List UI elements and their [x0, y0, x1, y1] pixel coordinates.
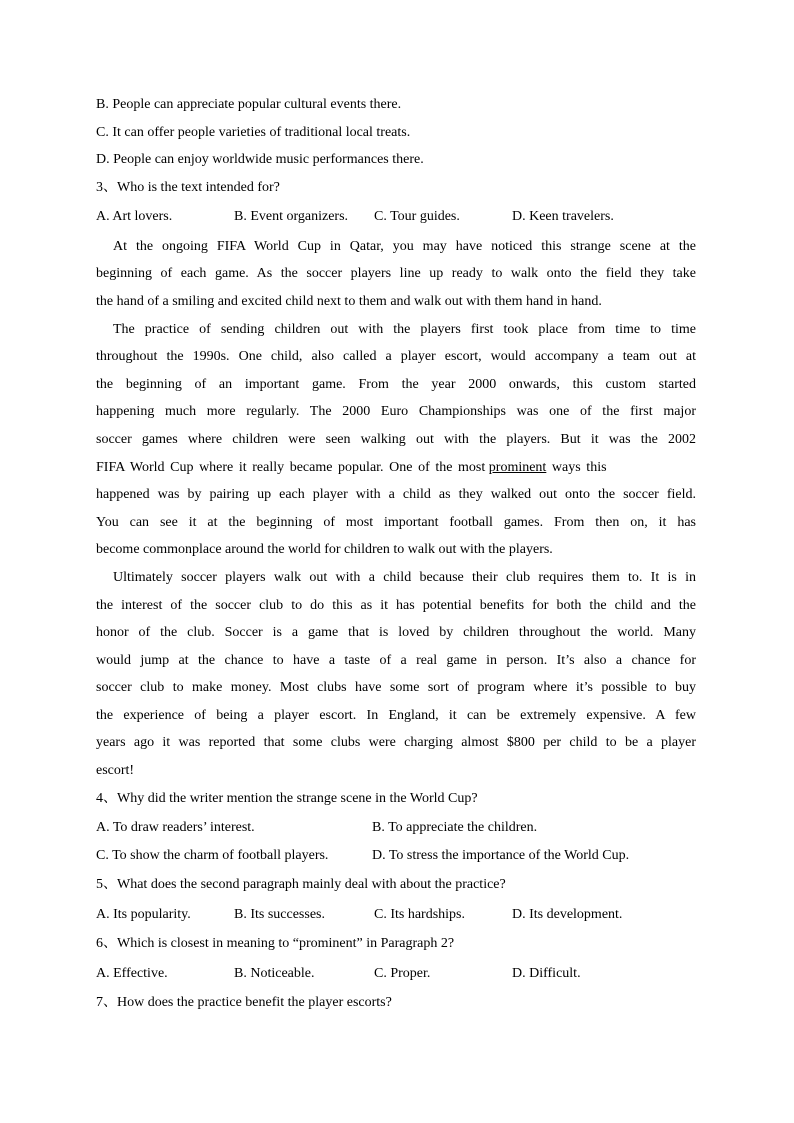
- q4-option-b: B. To appreciate the children.: [372, 820, 538, 836]
- passage-line: The practice of sending children out with the players first took place from time to time: [113, 321, 696, 337]
- q6-option-d: D. Difficult.: [512, 965, 581, 981]
- passage-line: honor of the club. Soccer is a game that is loved by children throughout the world. Many: [96, 625, 696, 641]
- passage-line: You can see it at the beginning of most important football games. From then on, it has: [96, 514, 696, 530]
- passage-paragraph-2: [96, 316, 696, 564]
- q4-option-a: A. To draw readers’ interest.: [96, 820, 255, 836]
- passage-line: happening much more regularly. The 2000 Euro Championships was one of the first major: [96, 404, 696, 420]
- passage-line: At the ongoing FIFA World Cup in Qatar, you may have noticed this strange scene at the: [113, 238, 696, 254]
- q3-option-a: A. Art lovers.: [96, 209, 173, 225]
- q5-option-c: C. Its hardships.: [374, 906, 465, 922]
- passage-line: years ago it was reported that some clubs were charging almost $800 per child to be a player: [96, 735, 696, 751]
- passage-line: escort!: [96, 763, 135, 779]
- q2-option-b: B. People can appreciate popular cultural events there.: [96, 97, 402, 112]
- passage-line: Ultimately soccer players walk out with a child because their club requires them to. It is in: [113, 569, 696, 585]
- q5-options: [96, 901, 696, 931]
- passage-line: soccer games where children were seen walking out with the players. But it was the 2002: [96, 431, 696, 447]
- exam-page: [96, 91, 696, 1019]
- prominent-word: prominent: [488, 459, 547, 475]
- q6-option-b: B. Noticeable.: [234, 965, 315, 981]
- q7-question: 7、How does the practice benefit the player escorts?: [96, 995, 392, 1011]
- q2-option-d: D. People can enjoy worldwide music performances there.: [96, 152, 424, 168]
- passage-line: the beginning of an important game. From the year 2000 onwards, this custom started: [96, 376, 696, 392]
- passage-paragraph-3: [96, 564, 696, 785]
- q3-question: 3、Who is the text intended for?: [96, 179, 280, 195]
- q4-options-row-1: [96, 814, 696, 842]
- passage-line: soccer club to make money. Most clubs have some sort of program where it’s possible to buy: [96, 680, 696, 696]
- q4-question: 4、Why did the writer mention the strange scene in the World Cup?: [96, 790, 478, 806]
- passage-line-prominent: [96, 454, 696, 482]
- q5-question: 5、What does the second paragraph mainly deal with about the practice?: [96, 877, 506, 893]
- q3-options: [96, 203, 696, 233]
- q4-options-row-2: [96, 842, 696, 872]
- q6-option-c: C. Proper.: [374, 965, 431, 981]
- passage-line: happened was by pairing up each player with a child as they walked out onto the soccer field.: [96, 487, 696, 503]
- passage-line: would jump at the chance to have a taste of a real game in person. It’s also a chance for: [96, 652, 696, 668]
- q5-option-b: B. Its successes.: [234, 906, 325, 922]
- q5-option-a: A. Its popularity.: [96, 906, 191, 922]
- q2-option-c: C. It can offer people varieties of traditional local treats.: [96, 124, 411, 140]
- passage-text: ways this: [546, 459, 607, 475]
- q4-option-d: D. To stress the importance of the World Cup.: [372, 847, 630, 863]
- q6-option-a: A. Effective.: [96, 965, 168, 981]
- passage-paragraph-1: [96, 233, 696, 316]
- q5-option-d: D. Its development.: [512, 906, 623, 922]
- passage-line: the hand of a smiling and excited child next to them and walk out with them hand in hand.: [96, 293, 602, 309]
- q3-option-d: D. Keen travelers.: [512, 209, 614, 225]
- passage-text: FIFA World Cup where it really became popular. One of the most: [96, 459, 486, 475]
- q4-option-c: C. To show the charm of football players.: [96, 847, 329, 863]
- passage-line: become commonplace around the world for children to walk out with the players.: [96, 542, 553, 558]
- q6-question: 6、Which is closest in meaning to “prominent” in Paragraph 2?: [96, 936, 455, 952]
- q3-option-c: C. Tour guides.: [374, 209, 460, 225]
- passage-line: the experience of being a player escort. In England, it can be extremely expensive. A few: [96, 707, 696, 723]
- passage-line: the interest of the soccer club to do this as it has potential benefits for both the child and the: [96, 597, 696, 613]
- passage-line: beginning of each game. As the soccer players line up ready to walk onto the field they take: [96, 266, 696, 282]
- passage-line: throughout the 1990s. One child, also called a player escort, would accompany a team out at: [96, 349, 696, 365]
- q3-option-b: B. Event organizers.: [234, 209, 349, 225]
- q6-options: [96, 960, 696, 990]
